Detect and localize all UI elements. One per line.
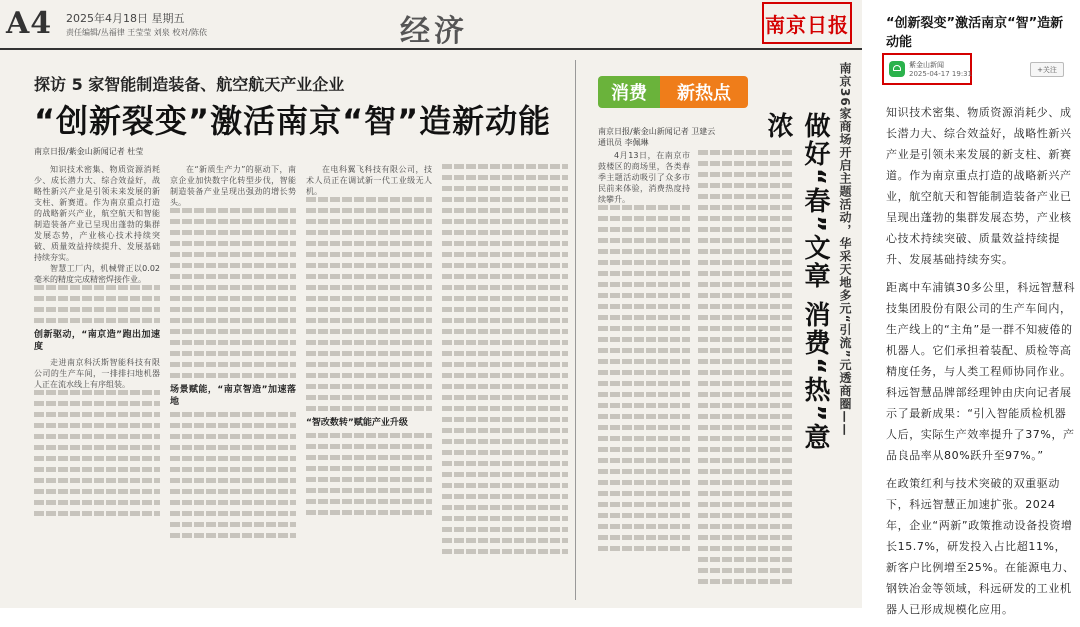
article-paragraph: 知识技术密集、物质资源消耗少、成长潜力大、综合效益好，战略性新兴产业是引领未来发展的新支柱、新赛道。作为南京重点打造的战略新兴产业，航空航天和智能制造装备产业已呈现出蓬勃的集群发展态势，产业核心技术持续突破、质量效益持续提升、发展基础持续夯实。	[886, 106, 1072, 266]
column-paragraph: 走进南京科沃斯智能科技有限公司的生产车间，一排排扫地机器人正在流水线上有序组装。	[34, 358, 160, 389]
column-paragraph: 在“新质生产力”的驱动下，南京企业加快数字化转型步伐，智能制造装备产业呈现出强劲的增长势头。	[170, 165, 296, 207]
follow-button[interactable]: +关注	[1030, 62, 1064, 77]
story-column-1	[34, 164, 160, 600]
badge-right: 新热点	[660, 76, 748, 108]
story-column-2	[170, 164, 296, 600]
editors-line: 责任编辑/丛福律 王莹莹 刘泉 校对/陈依	[66, 28, 208, 37]
article-title: “创新裂变”激活南京“智”造新动能	[886, 16, 1064, 50]
story-headline: “创新裂变”激活南京“智”造新动能	[34, 102, 552, 140]
column-paragraph: 智慧工厂内，机械臂正以0.02毫米的精度完成精密焊接作业。	[34, 264, 160, 284]
article-body	[886, 102, 1076, 627]
story-column-4	[442, 164, 568, 600]
story-kicker: 探访 5 家智能制造装备、航空航天产业企业	[34, 75, 345, 94]
column-subhead: 创新驱动，“南京造”跑出加速度	[34, 330, 160, 352]
page-number: A4	[6, 6, 53, 41]
column-subhead: “智改数转”赋能产业升级	[306, 418, 408, 428]
side-story-subhead: 南京36家商场开启主题活动，华采天地多元“引流”元透商圈——	[838, 62, 852, 437]
column-paragraph: 知识技术密集、物质资源消耗少、成长潜力大、综合效益好，战略性新兴产业是引领未来发展的新支柱、新赛道。作为南京重点打造的战略新兴产业，航空航天和智能制造装备产业已呈现出蓬勃的集群发展态势，产业核心技术持续突破、质量效益持续提升、发展基础持续夯实。	[34, 165, 160, 262]
app-logo-icon	[889, 61, 905, 77]
publication-date: 2025年4月18日 星期五	[66, 12, 185, 25]
column-divider	[575, 60, 576, 600]
column-paragraph: 在电科翼飞科技有限公司，技术人员正在调试新一代工业级无人机。	[306, 165, 432, 196]
article-paragraph: 距离中车浦镇30多公里，科远智慧科技集团股份有限公司的生产车间内，生产线上的“主角”是一群不知疲倦的机器人。它们承担着装配、质检等高精度任务，与人类工程师协同作业。科远智慧品牌部经理钟由庆向记者展示了最新成果：“引入智能质检机器人后，实际生产效率提升了37%，产品良品率从80%跃升至97%。”	[886, 281, 1076, 462]
newspaper-logo-box	[762, 2, 852, 44]
story-column-3	[306, 164, 432, 600]
article-source[interactable]	[882, 53, 972, 85]
column-subhead: 场景赋能，“南京智造”加速落地	[170, 385, 296, 407]
newspaper-logo: 南京日报	[765, 12, 849, 37]
article-paragraph: 在政策红利与技术突破的双重驱动下，科远智慧正加速扩张。2024年，企业“两新”政策推动设备投资增长15.7%，研发投入占比超11%，新客户比例增至25%。在能源电力、钢铁冶金等领域，科远研发的工业机器人已形成规模化应用。	[886, 477, 1075, 616]
source-name: 紫金山新闻	[909, 61, 944, 69]
consumption-badge	[598, 68, 808, 116]
section-title: 经济	[400, 14, 468, 49]
side-story-byline: 南京日报/紫金山新闻记者 卫建云 通讯员 李佩琳	[598, 127, 716, 147]
side-story-column-1	[598, 150, 690, 600]
side-story-headline: 做好“春”文章 消费“热”意浓	[763, 112, 830, 452]
story-byline: 南京日报/紫金山新闻记者 杜莹	[34, 147, 144, 156]
side-story-column-2	[698, 150, 794, 600]
badge-left: 消费	[598, 76, 660, 108]
source-date: 2025-04-17 19:31	[909, 70, 973, 78]
column-paragraph: 4月13日，在南京市鼓楼区的商场里，各类春季主题活动吸引了众多市民前来体验，消费热度持续攀升。	[598, 151, 690, 204]
mobile-article	[872, 0, 1080, 616]
masthead	[0, 0, 862, 50]
